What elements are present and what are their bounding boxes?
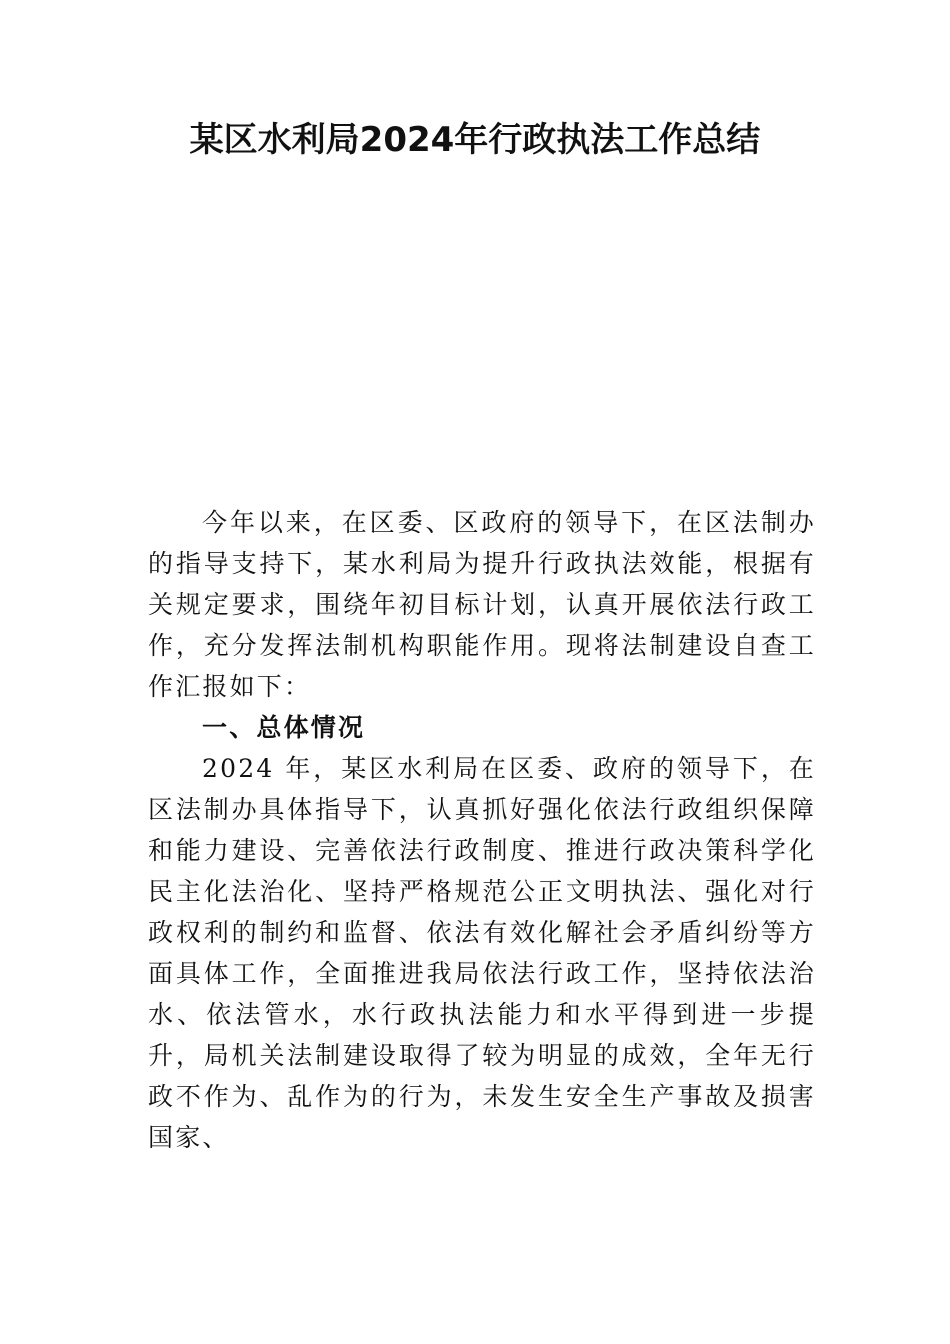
document-title: 某区水利局2024年行政执法工作总结 [189, 120, 761, 160]
section-heading-overview: 一、总体情况 [202, 713, 366, 742]
overview-paragraph: 2024 年，某区水利局在区委、政府的领导下，在区法制办具体指导下，认真抓好强化依法行政组织保障和能力建设、完善依法行政制度、推进行政决策科学化民主化法治化、坚持严格规范公正文明执法、强化对行政权利的制约和监督、依法有效化解社会矛盾纠纷等方面具体工作，全面推进我局依法行政工作，坚持依法治水、依法管水，水行政执法能力和水平得到进一步提升，局机关法制建设取得了较为明显的成效，全年无行政不作为、乱作为的行为，未发生安全生产事故及损害国家、 [148, 754, 816, 1152]
document-body [148, 502, 816, 1158]
intro-paragraph: 今年以来，在区委、区政府的领导下，在区法制办的指导支持下，某水利局为提升行政执法效能，根据有关规定要求，围绕年初目标计划，认真开展依法行政工作，充分发挥法制机构职能作用。现将法制建设自查工作汇报如下： [148, 508, 816, 701]
